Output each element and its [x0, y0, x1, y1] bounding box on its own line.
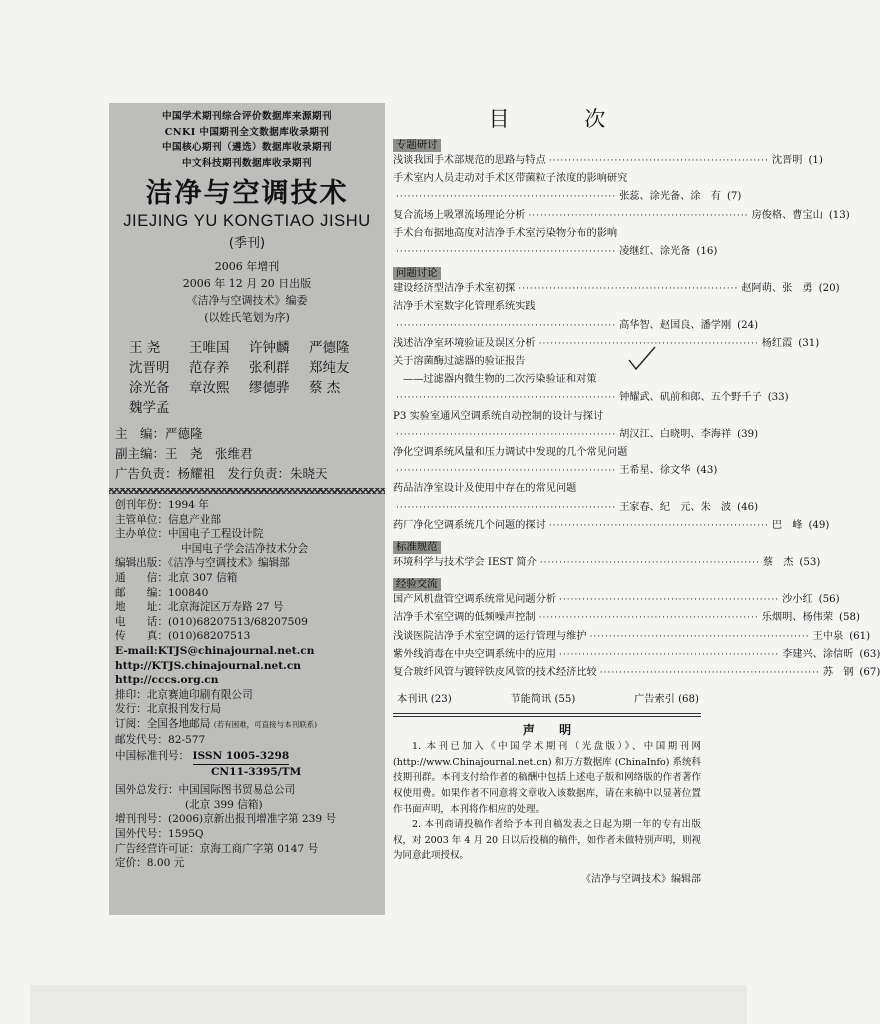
entry-title: 浅谈医院洁净手术室空调的运行管理与维护 — [393, 630, 587, 642]
entry-page: (1) — [808, 155, 823, 166]
entry-title: 环境科学与技术学会 IEST 简介 — [393, 557, 537, 569]
info-ad-license: 广告经营许可证：京海工商广字第 0147 号 — [115, 842, 319, 855]
info-price: 定价：8.00 元 — [115, 857, 185, 870]
toc-entry: 洁净手术室数字化管理系统实践 ························································· 高华智、赵国良、潘学刚 (24) — [393, 298, 701, 334]
entry-page: (31) — [798, 337, 820, 349]
info-host-2: 中国电子学会洁净技术分会 — [181, 542, 309, 555]
entry-authors: 高华智、赵国良、潘学刚 — [619, 319, 732, 331]
section-heading: 专题研讨 — [393, 139, 441, 152]
section-heading: 问题讨论 — [393, 267, 441, 280]
source-line: CNKI 中国期刊全文数据库收录期刊 — [164, 126, 330, 138]
toc-entry: 洁净手术室空调的低频噪声控制 ························································· 乐烟明、杨伟荣 (58) — [393, 609, 701, 627]
entry-subtitle: ——过滤器内微生物的二次污染验证和对策 — [403, 374, 597, 386]
entry-authors: 沙小红 — [782, 594, 813, 606]
issue-label: 2006 年增刊 — [214, 260, 280, 273]
entry-authors: 沈晋明 — [771, 155, 803, 166]
editor-name: 张利群 — [249, 360, 290, 376]
toc-misc-row — [393, 690, 701, 705]
toc-entry: 浅谈我国手术部规范的思路与特点 ························································· 沈晋明 (1) — [393, 152, 701, 170]
info-url: http://cccs.org.cn — [115, 674, 219, 687]
staff-block — [109, 424, 385, 484]
entry-authors: 李建兴、涂信昕 — [782, 648, 854, 660]
toc-ad-index: 广告索引 (68) — [634, 694, 699, 706]
editor-name: 王 尧 — [129, 340, 161, 356]
toc-entry: 紫外线消毒在中央空调系统中的应用 ························································· 李建兴、涂信昕 (63) — [393, 646, 701, 664]
order-note: (以姓氏笔划为序) — [204, 311, 290, 324]
toc-entry: 环境科学与技术学会 IEST 简介 ························································· 蔡 杰 (53) — [393, 554, 701, 572]
entry-page: (13) — [828, 209, 850, 221]
section-heading: 标准规范 — [393, 541, 441, 554]
editor-name: 郑纯友 — [309, 360, 350, 376]
editor-name: 许钟麟 — [249, 340, 290, 356]
editor-names — [109, 338, 385, 418]
entry-page: (16) — [696, 246, 718, 258]
entry-authors: 房俊格、曹宝山 — [751, 209, 823, 221]
info-mailbox: 通 信：北京 307 信箱 — [115, 571, 238, 584]
info-address: 地 址：北京海淀区万寿路 27 号 — [115, 601, 284, 614]
editor-name: 蔡 杰 — [309, 380, 341, 396]
toc-entry: P3 实验室通风空调系统自动控制的设计与探讨 ························································· 胡汉江、白晓明、李海祥 (39) — [393, 408, 701, 444]
toc-title: 目 次 — [488, 107, 640, 131]
cn-number: CN11-3395/TM — [211, 765, 302, 778]
entry-page: (39) — [737, 428, 759, 440]
section-heading: 经验交流 — [393, 578, 441, 591]
toc-entry: 国产风机盘管空调系统常见问题分析 ························································· 沙小红 (56) — [393, 591, 701, 609]
info-host: 主办单位：中国电子工程设计院 — [115, 528, 264, 541]
journal-title: 洁净与空调技术 — [145, 178, 349, 209]
info-zip: 邮 编：100840 — [115, 586, 209, 599]
indexing-sources — [109, 103, 385, 171]
editor-name: 涂光备 — [129, 380, 170, 396]
declaration-paragraph: 2. 本刊商请投稿作者给予本刊自稿发表之日起为期一年的专有出版权，对 2003 年 4 月 20 日以后投稿的稿件，如作者未做特别声明，则视为同意此项授权。 — [393, 819, 701, 862]
entry-authors: 钟耀武、矶前和郎、五个野千子 — [619, 392, 762, 404]
entry-authors: 胡汉江、白晓明、李海祥 — [619, 428, 732, 440]
deputy-editor: 副主编：王 尧 张维君 — [115, 446, 253, 461]
entry-page: (7) — [726, 191, 742, 203]
toc-entry: 建设经济型洁净手术室初探 ························································· 赵阿萌、张 勇 (20) — [393, 280, 701, 298]
entry-page: (56) — [818, 594, 840, 606]
declaration-title: 声 明 — [522, 723, 582, 738]
subscribe-text: 订阅：全国各地邮局 — [115, 717, 211, 730]
entry-authors: 苏 钢 — [822, 667, 854, 679]
entry-authors: 张蕊、涂光备、涂 有 — [619, 191, 721, 203]
info-url: http://KTJS.chinajournal.net.cn — [115, 659, 301, 672]
entry-title: 国产风机盘管空调系统常见问题分析 — [393, 594, 556, 606]
entry-title: 紫外线消毒在中央空调系统中的应用 — [393, 648, 556, 660]
info-foreign-code: 国外代号：1595Q — [115, 828, 204, 841]
info-printer: 排印：北京赛迪印刷有限公司 — [115, 688, 253, 701]
declaration-paragraph: 1. 本刊已加入《中国学术期刊（光盘版）》、中国期刊网 (http://www.Chinajournal.net.cn) 和万方数据库 (ChinaInfo) 系统科技期刊群。本刊支付给作者的稿酬中包括上述电子版和网络版的作者著作权使用费。如果作者不同意将文章收入该数据库，请在来稿中以显著位置作书面声明，本刊将作相应的处理。 — [393, 741, 701, 815]
info-sponsor: 主管单位：信息产业部 — [115, 513, 221, 526]
editorial-committee-label: 《洁净与空调技术》编委 — [186, 294, 308, 307]
info-std-number — [115, 749, 385, 765]
entry-page: (20) — [818, 283, 840, 295]
source-line: 中国核心期刊（遴选）数据库收录期刊 — [162, 142, 332, 153]
scan-edge-band — [30, 985, 747, 1024]
entry-page: (43) — [696, 465, 718, 477]
entry-title: 浅谈我国手术部规范的思路与特点 — [393, 155, 546, 166]
issn-number: ISSN 1005-3298 — [193, 749, 290, 765]
toc-entry: 手术室内人员走动对手术区带菌粒子浓度的影响研究 ························································· 张蕊、涂光备、涂 有 (7) — [393, 170, 701, 206]
toc-panel — [393, 103, 880, 886]
entry-authors: 杨红霞 — [761, 337, 793, 349]
entry-title: 手术室内人员走动对手术区带菌粒子浓度的影响研究 — [393, 173, 628, 185]
entry-authors: 王中泉 — [812, 630, 844, 642]
entry-title: 关于溶菌酶过滤器的验证报告 — [393, 356, 526, 368]
entry-title: 手术台布据地高度对洁净手术室污染物分布的影响 — [393, 227, 618, 239]
info-fax: 传 真：(010)68207513 — [115, 630, 251, 643]
entry-authors: 凌继红、涂光备 — [619, 246, 691, 258]
entry-page: (46) — [737, 501, 759, 513]
source-line: 中文科技期刊数据库收录期刊 — [182, 157, 312, 169]
editor-name: 范存养 — [189, 360, 230, 376]
entry-title: 浅述洁净室环境验证及误区分析 — [393, 337, 536, 349]
toc-entry: 药厂净化空调系统几个问题的探讨 ························································· 巴 峰 (49) — [393, 517, 701, 535]
editor-name: 沈晋明 — [129, 360, 170, 376]
handwritten-check-mark — [627, 345, 657, 373]
toc-entry: 药品洁净室设计及使用中存在的常见问题 ························································· 王家春、纪 元、朱 波 (46) — [393, 480, 701, 516]
entry-title: 洁净手术室数字化管理系统实践 — [393, 301, 536, 313]
info-email: E-mail:KTJS@chinajournal.net.cn — [115, 644, 315, 657]
editor-name: 缪德骅 — [249, 380, 290, 396]
entry-page: (33) — [767, 392, 789, 404]
editor-name: 章汝熙 — [189, 380, 230, 396]
declaration-divider-2 — [393, 716, 701, 717]
toc-entry: 复合玻纤风管与镀锌铁皮风管的技术经济比较 ························································· 苏 钢 (67) — [393, 664, 701, 682]
toc-entry: 浅述洁净室环境验证及误区分析 ························································· 杨红霞 (31) — [393, 335, 701, 353]
info-postal-code: 邮发代号：82-577 — [115, 733, 206, 746]
entry-authors: 蔡 杰 — [762, 557, 794, 569]
entry-title: 净化空调系统风量和压力调试中发现的几个常见问题 — [393, 447, 628, 459]
entry-title: 药品洁净室设计及使用中存在的常见问题 — [393, 483, 577, 495]
masthead-panel — [109, 103, 385, 915]
toc-energy-news: 节能简讯 (55) — [510, 694, 576, 706]
entry-authors: 王家春、纪 元、朱 波 — [619, 501, 732, 513]
entry-authors: 王希星、徐文华 — [619, 465, 691, 477]
entry-page: (63) — [859, 648, 880, 660]
toc-entry: 关于溶菌酶过滤器的验证报告 ——过滤器内微生物的二次污染验证和对策 ························································· 钟耀武、矶前和郎、五个野千子 (33) — [393, 353, 701, 408]
source-line: 中国学术期刊综合评价数据库来源期刊 — [162, 111, 332, 122]
entry-title: 洁净手术室空调的低频噪声控制 — [393, 612, 536, 624]
toc-entry: 净化空调系统风量和压力调试中发现的几个常见问题 ························································· 王希星、徐文华 (43) — [393, 444, 701, 480]
editor-name: 魏学孟 — [129, 400, 170, 416]
info-overseas: 国外总发行：中国国际图书贸易总公司 — [115, 784, 296, 797]
entry-title: 建设经济型洁净手术室初探 — [393, 283, 516, 295]
toc-entry: 手术台布据地高度对洁净手术室污染物分布的影响 ························································· 凌继红、涂光备 (16) — [393, 225, 701, 261]
info-publisher: 编辑出版：《洁净与空调技术》编辑部 — [115, 557, 290, 570]
entry-page: (53) — [799, 557, 821, 569]
entry-page: (67) — [859, 667, 880, 679]
info-phone: 电 话：(010)68207513/68207509 — [115, 615, 308, 628]
toc-entry: 浅谈医院洁净手术室空调的运行管理与维护 ························································· 王中泉 (61) — [393, 628, 701, 646]
declaration-divider — [393, 713, 701, 714]
entry-title: 药厂净化空调系统几个问题的探讨 — [393, 519, 546, 531]
entry-authors: 乐烟明、杨伟荣 — [761, 612, 834, 624]
ornament-divider — [109, 488, 385, 494]
std-label: 中国标准刊号： — [115, 750, 190, 763]
entry-authors: 赵阿萌、张 勇 — [741, 283, 813, 295]
info-overseas-box: (北京 399 信箱) — [185, 798, 263, 811]
entry-page: (24) — [737, 319, 759, 331]
info-subscribe — [115, 717, 385, 733]
journal-frequency: (季刊) — [228, 236, 266, 251]
entry-title: 复合玻纤风管与镀锌铁皮风管的技术经济比较 — [393, 667, 597, 679]
info-founded: 创刊年份：1994 年 — [115, 499, 209, 511]
publication-date: 2006 年 12 月 20 日出版 — [182, 277, 312, 290]
toc-news: 本刊讯 (23) — [397, 694, 452, 706]
info-supplement-number: 增刊刊号：(2006)京新出报刊增准字第 239 号 — [115, 813, 337, 826]
editor-name: 严德隆 — [309, 340, 350, 356]
publication-info — [109, 498, 385, 871]
declaration-signature: 《洁净与空调技术》编辑部 — [581, 874, 701, 886]
info-distribution: 发行：北京报刊发行局 — [115, 703, 221, 716]
entry-page: (58) — [839, 612, 860, 624]
entry-authors: 巴 峰 — [771, 519, 803, 531]
toc-entry: 复合流场上吸罩流场理论分析 ························································· 房俊格、曹宝山 (13) — [393, 207, 701, 225]
journal-pinyin: JIEJING YU KONGTIAO JISHU — [123, 212, 371, 230]
entry-title: P3 实验室通风空调系统自动控制的设计与探讨 — [393, 410, 604, 422]
ad-manager: 广告负责：杨耀祖 发行负责：朱晓天 — [115, 466, 328, 481]
editor-name: 王唯国 — [189, 340, 230, 356]
entry-page: (49) — [808, 519, 830, 531]
declaration — [393, 721, 701, 885]
entry-page: (61) — [849, 630, 871, 642]
entry-title: 复合流场上吸罩流场理论分析 — [393, 209, 526, 221]
chief-editor: 主 编：严德隆 — [115, 426, 203, 441]
subscribe-note: (若有困难，可直接与本刊联系) — [213, 719, 318, 729]
